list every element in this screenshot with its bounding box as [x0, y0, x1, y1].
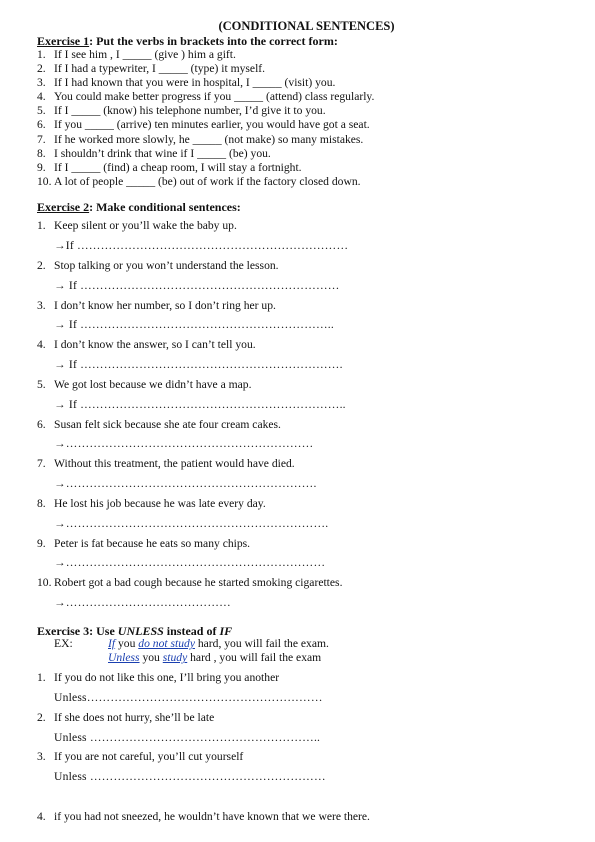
answer-line[interactable]: → If …………………………………………………………: [54, 279, 340, 292]
exercise1-list: [37, 48, 557, 189]
list-item: 5. If I _____ (know) his telephone number, I’d give it to you.: [37, 104, 326, 118]
answer-line[interactable]: → If …………………………………………………………..: [54, 398, 346, 411]
exercise1-label: Exercise 1: [37, 34, 90, 48]
list-item: 2. If I had a typewriter, I _____ (type) it myself.: [37, 62, 266, 76]
list-item: 3. If I had known that you were in hospital, I _____ (visit) you.: [37, 76, 336, 90]
exercise3-label: Exercise 3: [37, 624, 90, 638]
answer-line[interactable]: →……………………………………: [54, 596, 231, 609]
exercise2-instruction: : Make conditional sentences:: [89, 200, 241, 214]
exercise2-label: Exercise 2: [37, 200, 90, 214]
list-item: 10. A lot of people _____ (be) out of work if the factory closed down.: [37, 174, 361, 188]
list-item: 9. If I _____ (find) a cheap room, I will stay a fortnight.: [37, 160, 302, 174]
list-item: 4. I don’t know the answer, so I can’t tell you.: [37, 338, 256, 351]
list-item: 4. if you had not sneezed, he wouldn’t have known that we were there.: [37, 810, 370, 823]
exercise3-heading: Exercise 3: Use UNLESS instead of IF: [37, 624, 233, 638]
example-line-1: EX: If you do not study hard, you will fail the exam.: [54, 637, 329, 650]
exercise1-instruction: : Put the verbs in brackets into the correct form:: [89, 34, 338, 48]
answer-line[interactable]: Unless ……………………………………………………: [54, 770, 326, 783]
example-label: EX:: [54, 637, 73, 650]
list-item: 8. He lost his job because he was late every day.: [37, 497, 266, 510]
exercise2-heading: [37, 200, 241, 215]
list-item: 1. If you do not like this one, I’ll bring you another: [37, 671, 280, 684]
answer-line[interactable]: →………………………………………………………: [54, 437, 314, 450]
answer-line[interactable]: Unless……………………………………………………: [54, 691, 323, 704]
answer-line[interactable]: → If ………………………………………………………..: [54, 318, 334, 331]
list-item: 2. If she does not hurry, she’ll be late: [37, 711, 215, 724]
list-item: 3. If you are not careful, you’ll cut yourself: [37, 750, 244, 763]
page-title: (CONDITIONAL SENTENCES): [218, 19, 395, 33]
list-item: 8. I shouldn’t drink that wine if I _____ (be) you.: [37, 146, 271, 160]
exercise1-heading: [37, 34, 338, 49]
list-item: 4. You could make better progress if you _____ (attend) class regularly.: [37, 90, 375, 104]
list-item: 9. Peter is fat because he eats so many chips.: [37, 537, 251, 550]
answer-line[interactable]: →…………………………………………………………: [54, 556, 326, 569]
list-item: 7. Without this treatment, the patient would have died.: [37, 457, 295, 470]
list-item: 3. I don’t know her number, so I don’t ring her up.: [37, 299, 276, 312]
list-item: 1. If I see him , I _____ (give ) him a gift.: [37, 48, 236, 61]
answer-line[interactable]: →……………………………………………………….: [54, 477, 317, 490]
list-item: 2. Stop talking or you won’t understand the lesson.: [37, 259, 279, 272]
example-line-2: Unless you study hard , you will fail the exam: [108, 651, 322, 664]
list-item: 10. Robert got a bad cough because he started smoking cigarettes.: [37, 576, 343, 589]
list-item: 7. If he worked more slowly, he _____ (not make) so many mistakes.: [37, 132, 364, 146]
answer-line[interactable]: Unless …………………………………………………..: [54, 731, 321, 744]
list-item: 6. If you _____ (arrive) ten minutes earlier, you would have got a seat.: [37, 118, 370, 132]
answer-line[interactable]: → If ………………………………………………………….: [54, 358, 343, 371]
list-item: 5. We got lost because we didn’t have a map.: [37, 378, 252, 391]
answer-line[interactable]: →If ……………………………………………………………: [54, 239, 349, 252]
list-item: 1. Keep silent or you’ll wake the baby up.: [37, 219, 237, 232]
list-item: 6. Susan felt sick because she ate four cream cakes.: [37, 418, 281, 431]
answer-line[interactable]: →………………………………………………………….: [54, 517, 329, 530]
